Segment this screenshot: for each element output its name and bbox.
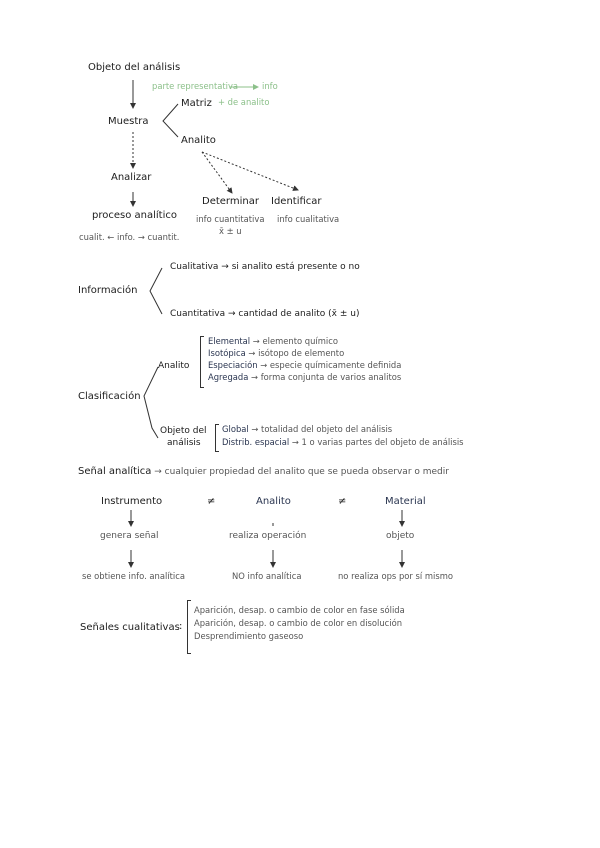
cualit-cuantit-label: cualit. ← info. → cuantit. xyxy=(79,232,180,242)
informacion-title: Información xyxy=(78,285,138,296)
proceso-analitico-label: proceso analítico xyxy=(92,210,177,221)
instrumento-label: Instrumento xyxy=(101,496,163,507)
muestra-label: Muestra xyxy=(108,116,149,127)
clasif-analito-label: Analito xyxy=(158,361,190,371)
clasificacion-title: Clasificación xyxy=(78,391,141,402)
analizar-label: Analizar xyxy=(111,172,152,183)
senal-analitica-row xyxy=(78,466,449,478)
no-info-label: NO info analítica xyxy=(232,571,302,581)
matriz-label: Matriz xyxy=(181,98,212,109)
determinar-label: Determinar xyxy=(202,196,259,207)
identificar-label: Identificar xyxy=(271,196,322,207)
senal-analitica-term: Señal analítica xyxy=(78,466,152,477)
objeto-col-label: objeto xyxy=(386,531,415,541)
x-pm-u-label: x̄ ± u xyxy=(219,226,242,236)
cualitativa-def: → si analito está presente o no xyxy=(221,262,360,272)
senales-cualitativas-title: Señales cualitativas xyxy=(80,622,180,633)
analito-item-elemental: Elemental → elemento químico xyxy=(208,336,338,346)
objeto-item-distrib: Distrib. espacial → 1 o varias partes del objeto de análisis xyxy=(222,437,464,447)
cuantitativa-row xyxy=(170,309,360,319)
info-cualitativa-label: info cualitativa xyxy=(277,214,340,224)
senal-item-3: Desprendimiento gaseoso xyxy=(194,631,304,641)
analito-label: Analito xyxy=(181,135,216,146)
cualitativa-row xyxy=(170,262,360,272)
parte-representativa-label: parte representativa xyxy=(152,81,239,91)
objeto-analisis-line2: análisis xyxy=(167,438,201,448)
senales-bracket xyxy=(187,600,191,654)
neq-sign-2: ≠ xyxy=(338,496,347,507)
senal-item-2: Aparición, desap. o cambio de color en disolución xyxy=(194,618,403,628)
realiza-operacion-label: realiza operación xyxy=(229,531,307,541)
material-label: Material xyxy=(385,496,426,507)
colon-mark: : xyxy=(179,621,183,632)
se-obtiene-label: se obtiene info. analítica xyxy=(82,571,185,581)
objeto-bracket xyxy=(215,424,219,452)
cuantitativa-def: → cantidad de analito (x̄ ± u) xyxy=(228,309,360,319)
cuantitativa-term: Cuantitativa xyxy=(170,309,226,319)
objeto-analisis-label: Objeto del análisis xyxy=(88,62,181,73)
analito-item-especiacion: Especiación → especie químicamente definida xyxy=(208,360,402,370)
analito-item-isotopica: Isotópica → isótopo de elemento xyxy=(208,348,345,358)
analito-item-agregada: Agregada → forma conjunta de varios analitos xyxy=(208,372,402,382)
cualitativa-term: Cualitativa xyxy=(170,262,219,272)
info-label: info xyxy=(262,81,278,91)
analito-bracket xyxy=(200,336,204,388)
no-realiza-label: no realiza ops por sí mismo xyxy=(338,571,453,581)
genera-senal-label: genera señal xyxy=(100,531,159,541)
objeto-analisis-line1: Objeto del xyxy=(160,426,207,436)
info-cuantitativa-label: info cuantitativa xyxy=(196,214,265,224)
senal-analitica-def: → cualquier propiedad del analito que se pueda observar o medir xyxy=(154,467,449,477)
de-analito-label: + de analito xyxy=(218,97,270,107)
objeto-item-global: Global → totalidad del objeto del análisis xyxy=(222,424,393,434)
neq-sign-1: ≠ xyxy=(207,496,216,507)
analito-col-label: Analito xyxy=(256,496,291,507)
senal-item-1: Aparición, desap. o cambio de color en fase sólida xyxy=(194,605,405,615)
